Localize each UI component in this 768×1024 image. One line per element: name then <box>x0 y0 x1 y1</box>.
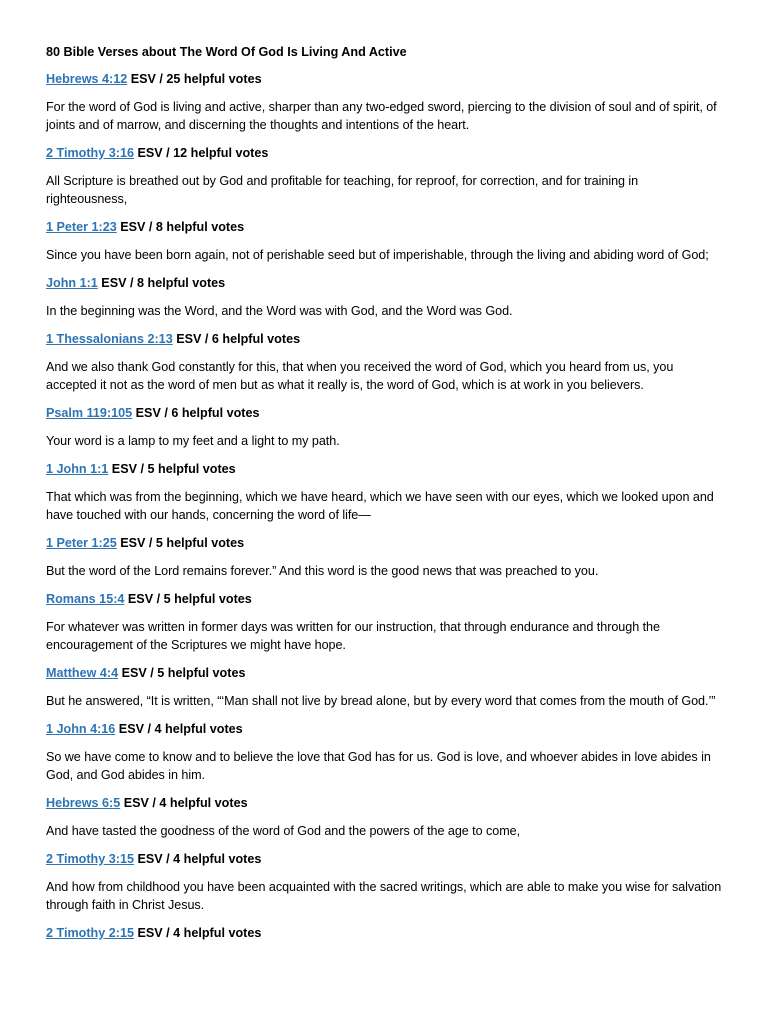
verse-reference-link[interactable]: 2 Timothy 2:15 <box>46 926 134 940</box>
verse-reference-line <box>46 71 722 87</box>
verse-reference-link[interactable]: 1 John 1:1 <box>46 462 109 476</box>
verse-reference-link[interactable]: 2 Timothy 3:15 <box>46 852 134 866</box>
verse-reference-link[interactable]: Matthew 4:4 <box>46 666 119 680</box>
verse-entry <box>46 925 722 941</box>
verse-text: And we also thank God constantly for this, that when you received the word of God, which you heard from us, you accepted it not as the word of men but as what it really is, the word of God, which is at work in you believers. <box>46 360 674 392</box>
verse-entry <box>46 795 722 840</box>
verse-reference-link[interactable]: 2 Timothy 3:16 <box>46 146 134 160</box>
verse-text: So we have come to know and to believe the love that God has for us. God is love, and whoever abides in love abides in God, and God abides in him. <box>46 750 711 782</box>
helpful-votes: ESV / 5 helpful votes <box>120 536 245 550</box>
verse-entry <box>46 721 722 784</box>
verse-text: For whatever was written in former days was written for our instruction, that through endurance and through the encouragement of the Scriptures we might have hope. <box>46 620 660 652</box>
verse-text: For the word of God is living and active, sharper than any two-edged sword, piercing to the division of soul and of spirit, of joints and of marrow, and discerning the thoughts and intentions of the heart. <box>46 100 717 132</box>
verse-reference-link[interactable]: Hebrews 4:12 <box>46 72 128 86</box>
document-title: 80 Bible Verses about The Word Of God Is Living And Active <box>46 45 407 59</box>
verse-reference-line <box>46 925 722 941</box>
verse-entry <box>46 405 722 450</box>
verse-text: But the word of the Lord remains forever.” And this word is the good news that was preached to you. <box>46 564 599 578</box>
helpful-votes: ESV / 5 helpful votes <box>111 462 236 476</box>
helpful-votes: ESV / 4 helpful votes <box>137 852 262 866</box>
verse-entry <box>46 665 722 710</box>
verse-list <box>46 71 722 941</box>
helpful-votes: ESV / 4 helpful votes <box>118 722 243 736</box>
helpful-votes: ESV / 5 helpful votes <box>127 592 252 606</box>
verse-reference-link[interactable]: 1 John 4:16 <box>46 722 116 736</box>
verse-text: Your word is a lamp to my feet and a light to my path. <box>46 434 340 448</box>
verse-entry <box>46 461 722 524</box>
helpful-votes: ESV / 4 helpful votes <box>137 926 262 940</box>
verse-entry <box>46 535 722 580</box>
verse-entry <box>46 275 722 320</box>
verse-reference-line <box>46 851 722 867</box>
verse-reference-link[interactable]: 1 Peter 1:23 <box>46 220 117 234</box>
verse-reference-line <box>46 145 722 161</box>
verse-reference-link[interactable]: Romans 15:4 <box>46 592 125 606</box>
helpful-votes: ESV / 25 helpful votes <box>130 72 262 86</box>
verse-text: But he answered, “It is written, “‘Man shall not live by bread alone, but by every word that comes from the mouth of God.’” <box>46 694 716 708</box>
verse-reference-line <box>46 665 722 681</box>
helpful-votes: ESV / 12 helpful votes <box>137 146 269 160</box>
verse-entry <box>46 331 722 394</box>
verse-reference-line <box>46 275 722 291</box>
helpful-votes: ESV / 8 helpful votes <box>101 276 226 290</box>
helpful-votes: ESV / 6 helpful votes <box>135 406 260 420</box>
verse-text: And have tasted the goodness of the word of God and the powers of the age to come, <box>46 824 521 838</box>
verse-reference-link[interactable]: Psalm 119:105 <box>46 406 133 420</box>
helpful-votes: ESV / 6 helpful votes <box>176 332 301 346</box>
helpful-votes: ESV / 8 helpful votes <box>120 220 245 234</box>
verse-text: Since you have been born again, not of perishable seed but of imperishable, through the living and abiding word of God; <box>46 248 709 262</box>
verse-entry <box>46 219 722 264</box>
verse-reference-line <box>46 591 722 607</box>
verse-text: All Scripture is breathed out by God and profitable for teaching, for reproof, for correction, and for training in righteousness, <box>46 174 639 206</box>
verse-reference-link[interactable]: Hebrews 6:5 <box>46 796 121 810</box>
verse-reference-line <box>46 461 722 477</box>
verse-reference-link[interactable]: John 1:1 <box>46 276 98 290</box>
verse-entry <box>46 145 722 208</box>
verse-entry <box>46 591 722 654</box>
verse-text: That which was from the beginning, which we have heard, which we have seen with our eyes, which we looked upon and have touched with our hands, concerning the word of life— <box>46 490 714 522</box>
helpful-votes: ESV / 4 helpful votes <box>123 796 248 810</box>
verse-entry <box>46 71 722 134</box>
verse-text: And how from childhood you have been acquainted with the sacred writings, which are able to make you wise for salvation through faith in Christ Jesus. <box>46 880 722 912</box>
verse-reference-line <box>46 219 722 235</box>
verse-reference-line <box>46 795 722 811</box>
verse-reference-line <box>46 535 722 551</box>
verse-entry <box>46 851 722 914</box>
verse-reference-line <box>46 405 722 421</box>
helpful-votes: ESV / 5 helpful votes <box>121 666 246 680</box>
verse-text: In the beginning was the Word, and the Word was with God, and the Word was God. <box>46 304 513 318</box>
verse-reference-link[interactable]: 1 Thessalonians 2:13 <box>46 332 173 346</box>
verse-reference-link[interactable]: 1 Peter 1:25 <box>46 536 117 550</box>
verse-reference-line <box>46 331 722 347</box>
verse-reference-line <box>46 721 722 737</box>
